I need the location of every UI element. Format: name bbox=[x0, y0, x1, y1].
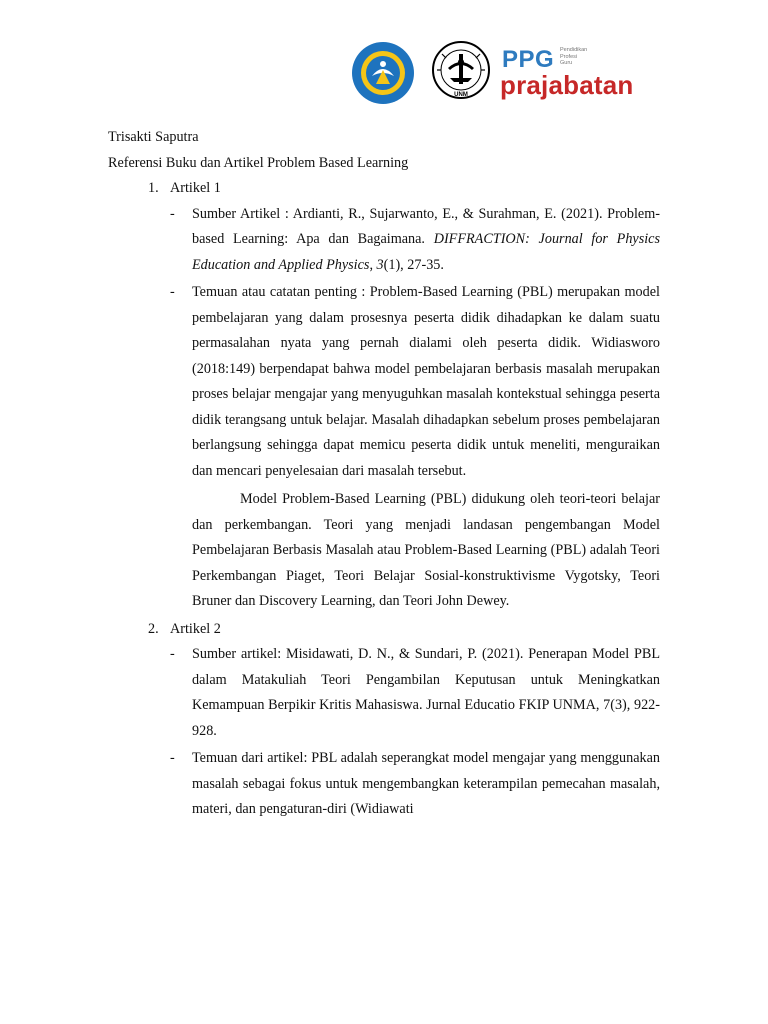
header-logos bbox=[350, 40, 650, 108]
artikel-1-source bbox=[108, 202, 660, 279]
artikel-1-finding bbox=[108, 280, 660, 484]
finding-text: Temuan atau catatan penting : Problem-Based Learning (PBL) merupakan model pembelajaran yang dalam prosesnya peserta didik dihadapkan ke dalam suatu permasalahan nyata yang pernah dialami oleh peserta didik. Widiasworo (2018:149) berpendapat bahwa model pembelajaran berbasis masalah merupakan proses belajar mengajar yang menyuguhkan masalah kontekstual sehingga peserta didik terangsang untuk belajar. Masalah dihadapkan sebelum proses pembelajaran berlangsung sehingga dapat memicu peserta didik untuk meneliti, menguraikan dan mencari penyelesaian dari masalah tersebut. bbox=[192, 284, 660, 479]
ppg-subtitle: Pendidikan Profesi Guru bbox=[560, 47, 588, 66]
finding-text: Temuan dari artikel: PBL adalah seperangkat model mengajar yang menggunakan masalah sebagai fokus untuk mengembangkan keterampilan pemecahan masalah, materi, dan pengaturan-diri (Widiawati bbox=[192, 750, 660, 817]
author-name: Trisakti Saputra bbox=[108, 129, 199, 145]
source-citation: Sumber Artikel : Ardianti, R., Sujarwanto, E., & Surahman, E. (2021). Problem-based Learning: Apa dan Bagaimana. DIFFRACTION: Journal for Physics Education and Applied Physics, 3(1), 27-35. bbox=[192, 205, 661, 273]
item-number: 2. bbox=[148, 620, 159, 637]
list-item-artikel-1 bbox=[108, 176, 660, 202]
item-label: Artikel 1 bbox=[170, 180, 221, 196]
artikel-2-finding bbox=[108, 746, 660, 823]
ppg-wordmark: prajabatan bbox=[500, 70, 634, 100]
dash-bullet: - bbox=[170, 750, 175, 766]
dash-bullet: - bbox=[170, 284, 175, 300]
kemdikbud-logo bbox=[350, 40, 416, 106]
item-number: 1. bbox=[148, 180, 159, 196]
dash-bullet: - bbox=[170, 205, 175, 222]
item-label: Artikel 2 bbox=[170, 620, 221, 637]
ppg-prajabatan-logo bbox=[500, 44, 650, 104]
document-title: Referensi Buku dan Artikel Problem Based Learning bbox=[108, 154, 409, 171]
unm-logo-label: UNM bbox=[454, 92, 468, 98]
source-citation: Sumber artikel: Misidawati, D. N., & Sundari, P. (2021). Penerapan Model PBL dalam Matakuliah Teori Pengambilan Keputusan untuk Meningkatkan Kemampuan Berpikir Kritis Mahasiswa. Jurnal Educatio FKIP UNMA, 7(3), 922-928. bbox=[192, 646, 660, 739]
journal-name: DIFFRACTION: Journal for Physics Education and Applied Physics bbox=[192, 231, 661, 273]
dash-bullet: - bbox=[170, 646, 175, 662]
artikel-2-source bbox=[108, 642, 660, 744]
journal-volume: 3 bbox=[376, 256, 384, 273]
finding-paragraph: Model Problem-Based Learning (PBL) didukung oleh teori-teori belajar dan perkembangan. Teori yang menjadi landasan pengembangan Model Pembelajaran Berbasis Masalah atau Problem-Based Learning (PBL) adalah Teori Perkembangan Piaget, Teori Belajar Sosial-konstruktivisme Vygotsky, Teori Bruner dan Discovery Learning, dan Teori John Dewey. bbox=[192, 491, 660, 609]
ppg-mark: PPG bbox=[502, 46, 555, 73]
list-item-artikel-2 bbox=[108, 617, 660, 643]
document-body bbox=[108, 125, 660, 823]
